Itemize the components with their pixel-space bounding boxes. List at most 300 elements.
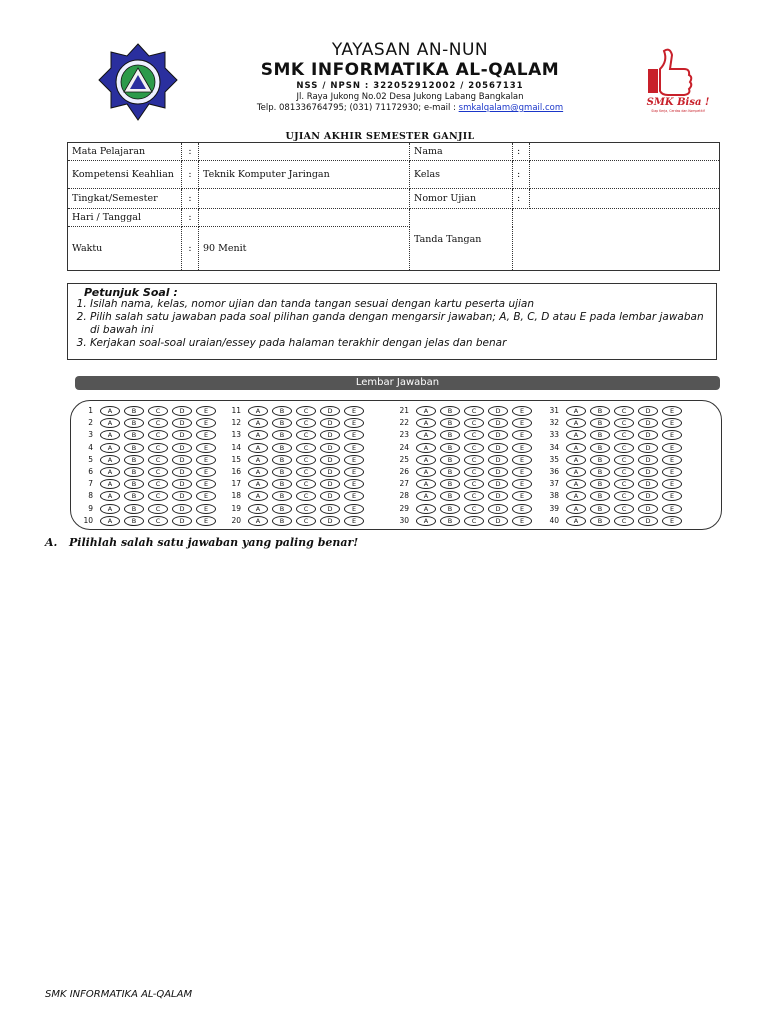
answer-bubble-a[interactable]: A <box>248 418 268 428</box>
answer-bubble-b[interactable]: B <box>272 491 292 501</box>
answer-bubble-e[interactable]: E <box>662 504 682 514</box>
answer-row <box>221 455 371 465</box>
answer-bubble-c[interactable]: C <box>614 467 634 477</box>
colon: : <box>182 227 199 271</box>
answer-row <box>221 467 371 477</box>
answer-bubble-d[interactable]: D <box>172 443 192 453</box>
question-number: 6 <box>88 467 93 476</box>
answer-bubble-d[interactable]: D <box>488 443 508 453</box>
answer-row <box>221 430 371 440</box>
answer-bubble-a[interactable]: A <box>416 504 436 514</box>
answer-bubble-a[interactable]: A <box>566 430 586 440</box>
answer-bubble-d[interactable]: D <box>638 443 658 453</box>
answer-bubble-c[interactable]: C <box>148 455 168 465</box>
answer-bubble-a[interactable]: A <box>416 467 436 477</box>
question-number: 37 <box>549 479 559 489</box>
answer-bubble-d[interactable]: D <box>320 467 340 477</box>
answer-bubble-b[interactable]: B <box>440 406 460 416</box>
question-number: 27 <box>399 479 409 489</box>
answer-bubble-c[interactable]: C <box>296 467 316 477</box>
answer-bubble-e[interactable]: E <box>344 443 364 453</box>
ttd-value[interactable] <box>513 209 720 271</box>
question-number: 13 <box>231 430 241 440</box>
answer-bubble-c[interactable]: C <box>464 516 484 526</box>
answer-bubble-a[interactable]: A <box>566 455 586 465</box>
answer-bubble-d[interactable]: D <box>172 504 192 514</box>
school-name: SMK INFORMATIKA AL-QALAM <box>260 60 560 80</box>
question-number: 28 <box>399 491 409 501</box>
answer-bubble-e[interactable]: E <box>512 455 532 465</box>
question-number: 32 <box>549 418 559 428</box>
answer-bubble-b[interactable]: B <box>124 479 144 489</box>
question-number: 10 <box>83 515 93 525</box>
answer-bubble-d[interactable]: D <box>320 443 340 453</box>
answer-bubble-c[interactable]: C <box>296 430 316 440</box>
answer-bubble-a[interactable]: A <box>416 491 436 501</box>
answer-bubble-b[interactable]: B <box>272 516 292 526</box>
answer-bubble-d[interactable]: D <box>488 418 508 428</box>
answer-row <box>73 406 223 416</box>
answer-bubble-a[interactable]: A <box>416 406 436 416</box>
answer-bubble-c[interactable]: C <box>296 504 316 514</box>
answer-bubble-b[interactable]: B <box>124 516 144 526</box>
answer-row <box>73 443 223 453</box>
answer-bubble-a[interactable]: A <box>566 443 586 453</box>
answer-bubble-b[interactable]: B <box>124 430 144 440</box>
answer-bubble-b[interactable]: B <box>590 516 610 526</box>
answer-bubble-a[interactable]: A <box>416 443 436 453</box>
answer-bubble-c[interactable]: C <box>296 443 316 453</box>
answer-row <box>73 516 223 526</box>
answer-bubble-a[interactable]: A <box>416 479 436 489</box>
question-number: 21 <box>399 406 409 415</box>
answer-bubble-d[interactable]: D <box>172 406 192 416</box>
answer-bubble-a[interactable]: A <box>248 443 268 453</box>
answer-bubble-d[interactable]: D <box>488 504 508 514</box>
mapel-value[interactable] <box>199 143 410 161</box>
answer-bubble-a[interactable]: A <box>566 406 586 416</box>
answer-bubble-c[interactable]: C <box>464 406 484 416</box>
kelas-label: Kelas <box>410 161 513 189</box>
answer-bubble-c[interactable]: C <box>464 443 484 453</box>
answer-bubble-b[interactable]: B <box>124 467 144 477</box>
question-number: 19 <box>231 503 241 513</box>
answer-bubble-c[interactable]: C <box>148 418 168 428</box>
answer-bubble-e[interactable]: E <box>196 467 216 477</box>
answer-bubble-e[interactable]: E <box>662 443 682 453</box>
answer-bubble-e[interactable]: E <box>344 516 364 526</box>
hari-value[interactable] <box>199 209 410 227</box>
answer-bubble-a[interactable]: A <box>100 491 120 501</box>
answer-bubble-a[interactable]: A <box>416 418 436 428</box>
answer-bubble-b[interactable]: B <box>124 504 144 514</box>
answer-row <box>73 455 223 465</box>
answer-bubble-b[interactable]: B <box>590 467 610 477</box>
answer-bubble-d[interactable]: D <box>638 455 658 465</box>
answer-bubble-e[interactable]: E <box>196 455 216 465</box>
school-address: Jl. Raya Jukong No.02 Desa Jukong Labang Bangkalan <box>296 92 524 102</box>
answer-row <box>221 516 371 526</box>
answer-bubble-b[interactable]: B <box>590 504 610 514</box>
answer-bubble-a[interactable]: A <box>100 516 120 526</box>
answer-bubble-a[interactable]: A <box>100 418 120 428</box>
answer-bubble-e[interactable]: E <box>662 455 682 465</box>
exam-title: UJIAN AKHIR SEMESTER GANJIL <box>285 131 475 142</box>
answer-bubble-b[interactable]: B <box>124 406 144 416</box>
tingkat-value[interactable] <box>199 189 410 209</box>
answer-bubble-c[interactable]: C <box>148 504 168 514</box>
answer-bubble-b[interactable]: B <box>440 455 460 465</box>
question-number: 14 <box>231 442 241 452</box>
answer-bubble-e[interactable]: E <box>512 516 532 526</box>
question-number: 33 <box>549 430 559 440</box>
answer-bubble-d[interactable]: D <box>172 418 192 428</box>
answer-bubble-e[interactable]: E <box>512 491 532 501</box>
answer-bubble-d[interactable]: D <box>638 479 658 489</box>
answer-bubble-d[interactable]: D <box>172 516 192 526</box>
answer-bubble-d[interactable]: D <box>320 406 340 416</box>
answer-row <box>389 516 539 526</box>
answer-row <box>389 406 539 416</box>
hari-label: Hari / Tanggal <box>68 209 182 227</box>
answer-bubble-e[interactable]: E <box>512 430 532 440</box>
answer-bubble-d[interactable]: D <box>320 430 340 440</box>
answer-row <box>73 418 223 428</box>
answer-bubble-b[interactable]: B <box>124 443 144 453</box>
answer-bubble-e[interactable]: E <box>662 479 682 489</box>
answer-row <box>539 467 689 477</box>
answer-bubble-a[interactable]: A <box>248 491 268 501</box>
answer-bubble-a[interactable]: A <box>248 455 268 465</box>
answer-row <box>539 491 689 501</box>
answer-row <box>539 479 689 489</box>
answer-bubble-b[interactable]: B <box>440 443 460 453</box>
instructions-list <box>70 298 712 350</box>
answer-bubble-d[interactable]: D <box>638 467 658 477</box>
answer-bubble-a[interactable]: A <box>100 504 120 514</box>
answer-bubble-c[interactable]: C <box>148 430 168 440</box>
question-number: 38 <box>549 491 559 501</box>
question-number: 26 <box>399 467 409 476</box>
nomor-value[interactable] <box>530 189 720 209</box>
answer-bubble-a[interactable]: A <box>248 504 268 514</box>
answer-bubble-b[interactable]: B <box>590 430 610 440</box>
answer-bubble-b[interactable]: B <box>272 406 292 416</box>
answer-bubble-e[interactable]: E <box>196 418 216 428</box>
answer-row <box>389 443 539 453</box>
answer-bubble-e[interactable]: E <box>512 418 532 428</box>
question-number: 16 <box>231 467 241 476</box>
question-number: 11 <box>231 406 241 415</box>
answer-row <box>389 504 539 514</box>
answer-bubble-e[interactable]: E <box>512 479 532 489</box>
answer-bubble-b[interactable]: B <box>272 430 292 440</box>
section-letter: A. <box>45 536 58 549</box>
contact-line <box>180 103 640 113</box>
nomor-label: Nomor Ujian <box>410 189 513 209</box>
answer-bubble-b[interactable]: B <box>272 479 292 489</box>
waktu-label: Waktu <box>68 227 182 271</box>
answer-bubble-b[interactable]: B <box>590 418 610 428</box>
answer-bubble-c[interactable]: C <box>296 455 316 465</box>
answer-bubble-d[interactable]: D <box>488 467 508 477</box>
answer-row <box>221 418 371 428</box>
answer-bubble-d[interactable]: D <box>320 418 340 428</box>
answer-bubble-d[interactable]: D <box>320 491 340 501</box>
answer-row <box>389 430 539 440</box>
answer-bubble-c[interactable]: C <box>464 418 484 428</box>
question-number: 8 <box>88 491 93 501</box>
answer-bubble-e[interactable]: E <box>344 406 364 416</box>
answer-bubble-e[interactable]: E <box>662 430 682 440</box>
answer-row <box>539 418 689 428</box>
instruction-item: 1. Isilah nama, kelas, nomor ujian dan tanda tangan sesuai dengan kartu peserta ujian <box>90 298 712 311</box>
question-number: 1 <box>88 406 93 415</box>
answer-bubble-b[interactable]: B <box>590 455 610 465</box>
answer-row <box>389 418 539 428</box>
answer-bubble-a[interactable]: A <box>566 479 586 489</box>
email-link[interactable]: smkalqalam@gmail.com <box>458 103 564 113</box>
answer-bubble-c[interactable]: C <box>464 467 484 477</box>
answer-sheet <box>70 400 722 530</box>
answer-bubble-c[interactable]: C <box>148 406 168 416</box>
answer-bubble-a[interactable]: A <box>566 491 586 501</box>
answer-bubble-d[interactable]: D <box>638 516 658 526</box>
question-number: 29 <box>399 503 409 513</box>
answer-bubble-e[interactable]: E <box>512 467 532 477</box>
answer-bubble-e[interactable]: E <box>196 406 216 416</box>
answer-bubble-a[interactable]: A <box>566 418 586 428</box>
answer-bubble-c[interactable]: C <box>614 516 634 526</box>
answer-bubble-c[interactable]: C <box>464 455 484 465</box>
kelas-value[interactable] <box>530 161 720 189</box>
answer-bubble-e[interactable]: E <box>512 406 532 416</box>
answer-bubble-b[interactable]: B <box>590 491 610 501</box>
answer-bubble-d[interactable]: D <box>320 479 340 489</box>
answer-row <box>539 443 689 453</box>
answer-bubble-a[interactable]: A <box>100 443 120 453</box>
answer-bubble-a[interactable]: A <box>566 504 586 514</box>
nama-label: Nama <box>410 143 513 161</box>
question-number: 7 <box>88 479 93 489</box>
answer-bubble-e[interactable]: E <box>662 418 682 428</box>
answer-bubble-e[interactable]: E <box>662 467 682 477</box>
answer-bubble-e[interactable]: E <box>196 479 216 489</box>
answer-bubble-b[interactable]: B <box>272 455 292 465</box>
answer-bubble-b[interactable]: B <box>272 504 292 514</box>
answer-bubble-e[interactable]: E <box>662 491 682 501</box>
colon: : <box>182 189 199 209</box>
answer-bubble-a[interactable]: A <box>100 455 120 465</box>
answer-bubble-d[interactable]: D <box>638 504 658 514</box>
answer-bubble-e[interactable]: E <box>512 443 532 453</box>
answer-bubble-b[interactable]: B <box>440 516 460 526</box>
answer-bubble-b[interactable]: B <box>440 479 460 489</box>
answer-bubble-c[interactable]: C <box>614 491 634 501</box>
question-number: 25 <box>399 454 409 464</box>
answer-bubble-a[interactable]: A <box>100 467 120 477</box>
answer-bubble-e[interactable]: E <box>344 504 364 514</box>
answer-bubble-a[interactable]: A <box>248 406 268 416</box>
answer-bubble-c[interactable]: C <box>614 479 634 489</box>
answer-bubble-d[interactable]: D <box>172 430 192 440</box>
answer-bubble-c[interactable]: C <box>614 504 634 514</box>
answer-bubble-d[interactable]: D <box>172 491 192 501</box>
nama-value[interactable] <box>530 143 720 161</box>
foundation-name: YAYASAN AN-NUN <box>331 40 489 60</box>
question-number: 36 <box>549 467 559 476</box>
question-number: 12 <box>231 418 241 428</box>
answer-bubble-c[interactable]: C <box>614 418 634 428</box>
answer-bubble-a[interactable]: A <box>248 430 268 440</box>
kompetensi-label: Kompetensi Keahlian <box>68 161 182 189</box>
answer-bubble-c[interactable]: C <box>296 491 316 501</box>
answer-bubble-d[interactable]: D <box>488 406 508 416</box>
answer-bubble-d[interactable]: D <box>638 418 658 428</box>
answer-bubble-b[interactable]: B <box>440 418 460 428</box>
question-number: 3 <box>88 430 93 440</box>
answer-bubble-a[interactable]: A <box>416 430 436 440</box>
colon: : <box>513 143 530 161</box>
instructions-box <box>67 283 717 360</box>
answer-bubble-a[interactable]: A <box>100 479 120 489</box>
answer-bubble-b[interactable]: B <box>272 418 292 428</box>
answer-bubble-e[interactable]: E <box>344 479 364 489</box>
answer-bubble-a[interactable]: A <box>566 516 586 526</box>
school-emblem-logo <box>97 42 179 122</box>
answer-bubble-b[interactable]: B <box>272 443 292 453</box>
page-footer: SMK INFORMATIKA AL-QALAM <box>45 989 193 1000</box>
answer-bubble-a[interactable]: A <box>248 479 268 489</box>
answer-bubble-e[interactable]: E <box>344 467 364 477</box>
answer-bubble-b[interactable]: B <box>590 479 610 489</box>
answer-bubble-c[interactable]: C <box>614 430 634 440</box>
answer-row <box>539 504 689 514</box>
instruction-item: 2. Pilih salah satu jawaban pada soal pilihan ganda dengan mengarsir jawaban; A, B, C, D atau E pada lembar jawaban di bawah ini <box>90 311 712 337</box>
mapel-label: Mata Pelajaran <box>68 143 182 161</box>
answer-row <box>221 491 371 501</box>
answer-bubble-c[interactable]: C <box>464 430 484 440</box>
answer-bubble-c[interactable]: C <box>148 491 168 501</box>
answer-bubble-d[interactable]: D <box>172 467 192 477</box>
answer-bubble-d[interactable]: D <box>320 516 340 526</box>
answer-bubble-e[interactable]: E <box>196 430 216 440</box>
answer-bubble-b[interactable]: B <box>440 491 460 501</box>
answer-bubble-e[interactable]: E <box>344 491 364 501</box>
answer-bubble-c[interactable]: C <box>614 443 634 453</box>
answer-bubble-d[interactable]: D <box>488 516 508 526</box>
answer-bubble-e[interactable]: E <box>344 418 364 428</box>
answer-bubble-a[interactable]: A <box>248 516 268 526</box>
answer-bubble-a[interactable]: A <box>248 467 268 477</box>
answer-bubble-a[interactable]: A <box>566 467 586 477</box>
answer-bubble-e[interactable]: E <box>662 406 682 416</box>
answer-bubble-d[interactable]: D <box>488 479 508 489</box>
answer-bubble-b[interactable]: B <box>272 467 292 477</box>
answer-bubble-d[interactable]: D <box>488 491 508 501</box>
answer-bubble-c[interactable]: C <box>464 479 484 489</box>
answer-row <box>539 516 689 526</box>
answer-bubble-c[interactable]: C <box>296 418 316 428</box>
answer-bubble-e[interactable]: E <box>196 491 216 501</box>
nss-npsn: NSS / NPSN : 322052912002 / 20567131 <box>296 81 524 91</box>
smk-bisa-logo-text: SMK Bisa ! <box>646 97 710 108</box>
student-info-table <box>67 142 720 271</box>
answer-bubble-d[interactable]: D <box>172 455 192 465</box>
tingkat-label: Tingkat/Semester <box>68 189 182 209</box>
answer-bubble-b[interactable]: B <box>440 467 460 477</box>
colon: : <box>182 209 199 227</box>
answer-row <box>389 455 539 465</box>
answer-bubble-d[interactable]: D <box>638 430 658 440</box>
phone-text: Telp. 081336764795; (031) 71172930; e-mail : <box>256 103 459 113</box>
answer-bubble-e[interactable]: E <box>344 430 364 440</box>
answer-row <box>73 479 223 489</box>
answer-bubble-a[interactable]: A <box>416 455 436 465</box>
question-number: 15 <box>231 454 241 464</box>
answer-bubble-c[interactable]: C <box>148 516 168 526</box>
answer-row <box>221 443 371 453</box>
answer-bubble-d[interactable]: D <box>172 479 192 489</box>
answer-bubble-c[interactable]: C <box>614 406 634 416</box>
answer-bubble-c[interactable]: C <box>464 504 484 514</box>
colon: : <box>182 143 199 161</box>
smk-bisa-logo-caption: Siap Kerja, Cerdas dan Kompetitif <box>651 109 705 113</box>
answer-bubble-a[interactable]: A <box>100 406 120 416</box>
answer-bubble-c[interactable]: C <box>148 467 168 477</box>
answer-row <box>539 455 689 465</box>
answer-bubble-b[interactable]: B <box>590 443 610 453</box>
answer-bubble-e[interactable]: E <box>196 516 216 526</box>
ttd-label: Tanda Tangan <box>410 209 513 271</box>
answer-row <box>539 406 689 416</box>
answer-bubble-d[interactable]: D <box>320 504 340 514</box>
question-number: 18 <box>231 491 241 501</box>
question-number: 34 <box>549 442 559 452</box>
answer-bubble-b[interactable]: B <box>124 491 144 501</box>
answer-bubble-a[interactable]: A <box>416 516 436 526</box>
answer-bubble-b[interactable]: B <box>124 455 144 465</box>
answer-sheet-banner: Lembar Jawaban <box>75 376 720 390</box>
answer-bubble-c[interactable]: C <box>148 443 168 453</box>
answer-bubble-e[interactable]: E <box>512 504 532 514</box>
answer-bubble-c[interactable]: C <box>148 479 168 489</box>
answer-bubble-c[interactable]: C <box>296 479 316 489</box>
answer-bubble-b[interactable]: B <box>440 504 460 514</box>
smk-bisa-logo <box>638 45 718 115</box>
answer-bubble-d[interactable]: D <box>638 406 658 416</box>
answer-bubble-b[interactable]: B <box>124 418 144 428</box>
question-number: 2 <box>88 418 93 428</box>
question-number: 4 <box>88 442 93 452</box>
answer-bubble-d[interactable]: D <box>488 455 508 465</box>
answer-bubble-e[interactable]: E <box>662 516 682 526</box>
answer-bubble-b[interactable]: B <box>590 406 610 416</box>
answer-bubble-b[interactable]: B <box>440 430 460 440</box>
answer-bubble-c[interactable]: C <box>296 406 316 416</box>
answer-bubble-c[interactable]: C <box>614 455 634 465</box>
answer-bubble-c[interactable]: C <box>296 516 316 526</box>
answer-bubble-c[interactable]: C <box>464 491 484 501</box>
answer-bubble-d[interactable]: D <box>320 455 340 465</box>
answer-bubble-e[interactable]: E <box>196 443 216 453</box>
answer-bubble-d[interactable]: D <box>488 430 508 440</box>
answer-bubble-d[interactable]: D <box>638 491 658 501</box>
kompetensi-value: Teknik Komputer Jaringan <box>199 161 410 189</box>
answer-bubble-a[interactable]: A <box>100 430 120 440</box>
answer-bubble-e[interactable]: E <box>344 455 364 465</box>
answer-bubble-e[interactable]: E <box>196 504 216 514</box>
